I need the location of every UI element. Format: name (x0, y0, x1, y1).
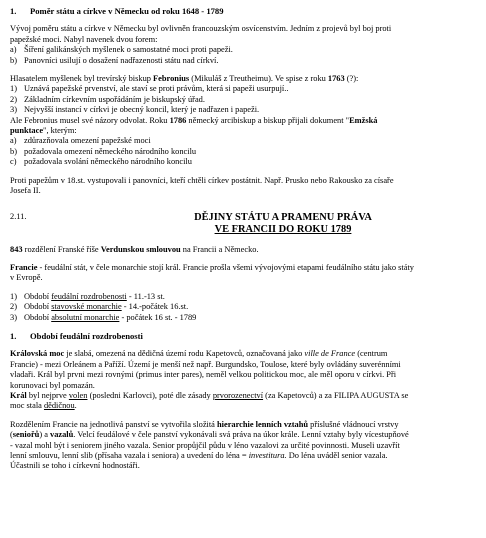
term-prvorozenectvi: prvorozenectví (212, 390, 264, 400)
year-843: 843 (10, 244, 23, 254)
text-run: byl nejprve (26, 390, 69, 400)
paragraph-line: papežské moci. Nabyl navenek dvou forem: (10, 34, 158, 44)
text-run: . (74, 401, 77, 411)
list-label: 3) (10, 312, 17, 322)
list-label: a) (10, 45, 17, 55)
paragraph-line (10, 420, 476, 430)
list-text (24, 313, 476, 323)
paragraph-line: - vazal mohl být i seniorem jiného vazala. Senior propůjčil půdu v léno vazalovi za určité povinnosti. Museli uzavřít (10, 440, 400, 450)
text-run: (za Kapetovců) a za FILIPA AUGUSTA se (263, 390, 409, 400)
list-label: b) (10, 55, 17, 65)
list-item (10, 157, 476, 167)
paragraph-line: Josefa II. (10, 186, 41, 196)
text-run: Období (24, 291, 52, 301)
text-run: - 14.-počátek 16.st. (121, 302, 189, 312)
section-title: Období feudální rozdrobenosti (30, 330, 143, 341)
list-label: b) (10, 146, 17, 156)
text-run: lenní smlouvu, lenní slib (přísaha vazala i seniora) a uvedení do léna = (10, 451, 249, 460)
period-name: feudální rozdrobenosti (51, 291, 127, 301)
paragraph-line (10, 401, 476, 411)
chapter-title-line2: VE FRANCII DO ROKU 1789 (214, 224, 352, 235)
chapter-title (90, 212, 476, 237)
period-item (10, 302, 476, 312)
febronius-name: Febronius (153, 74, 190, 84)
text-run: - feudální stát, v čele monarchie stojí král. Francie prošla všemi vývojovými etapami feudálního státu jako státy (37, 262, 414, 272)
text-run: (centrum (355, 349, 388, 359)
list-text: požadovala svolání německého národního koncilu (24, 157, 192, 167)
section-heading (10, 331, 476, 341)
term-volen: volen (68, 390, 88, 400)
period-item (10, 292, 476, 302)
list-text: Šíření galikánských myšlenek o samostatné moci proti papeži. (24, 45, 233, 55)
text-run: rozdělení Franské říše (22, 244, 101, 254)
list-item (10, 95, 476, 105)
section-title: Poměr státu a církve v Německu od roku 1648 - 1789 (30, 6, 224, 16)
list-text: Panovníci usilují o dosažení nadřazenosti státu nad církví. (24, 55, 219, 65)
list-text: Uznává papežské prvenství, ale staví se proti právům, která si papeži usurpují.. (24, 84, 289, 94)
paragraph-line (10, 349, 476, 359)
list-item (10, 84, 476, 94)
section-number: 1. (10, 330, 17, 341)
list-label: a) (10, 136, 17, 146)
term-francie: Francie (10, 262, 38, 272)
list-text (24, 302, 476, 312)
section-heading (10, 6, 476, 16)
list-text: Nejvyšší instancí v církvi je obecný koncil, který je nadřazen i papeži. (24, 105, 260, 115)
list-text (24, 292, 476, 302)
chapter-number: 2.11. (10, 211, 27, 221)
period-name: stavovské monarchie (51, 302, 122, 312)
text-run: příslušné vládnoucí vrstvy (308, 419, 399, 429)
text-run: (?): (344, 74, 359, 84)
list-text: zdůrazňovala omezení papežské moci (24, 136, 151, 146)
paragraph-line (10, 451, 476, 461)
term-kral: Král (10, 390, 27, 400)
paragraph-line: korunovaci byl pomazán. (10, 380, 95, 390)
chapter-title-line1: DĚJINY STÁTU A PRAMENU PRÁVA (194, 211, 372, 223)
paragraph-line: v Evropě. (10, 273, 43, 283)
list-text: Základním církevním uspořádáním je biskupský úřad. (24, 94, 205, 104)
term-hierarchie: hierarchie lenních vztahů (217, 419, 309, 429)
paragraph-line: Francie) - mezi Orleánem a Paříží. Území je menší než např. Burgundsko, Toulose, které byly ovládány suverénními (10, 359, 401, 369)
year-1763: 1763 (327, 74, 345, 84)
text-run: ", kterým: (43, 126, 77, 136)
list-item (10, 56, 476, 66)
period-name: absolutní monarchie (51, 312, 120, 322)
list-item (10, 147, 476, 157)
paragraph-line: vladaři. Král byl prvni mezi rovnými (primus inter pares), neměl velkou politickou moc, ale měl oporu v církvi. Při (10, 370, 397, 380)
text-run: Období (24, 302, 52, 312)
text-run: Hlasatelem myšlenek byl trevírský biskup (10, 74, 154, 84)
paragraph-line (10, 263, 476, 273)
text-run: ( (10, 430, 13, 440)
list-item (10, 136, 476, 146)
list-label: c) (10, 157, 17, 167)
text-run: (posledni Karlovci), poté dle zásady (87, 390, 213, 400)
term-dedicnou: dědičnou (43, 401, 75, 411)
list-label: 2) (10, 94, 17, 104)
text-run: - 11.-13 st. (126, 291, 165, 301)
text-run: Ale Febronius musel své názory odvolat. Roku (10, 115, 170, 125)
paragraph-line (10, 430, 476, 440)
list-text: požadovala omezení německého národního koncilu (24, 146, 197, 156)
term-senioru: seniořů (12, 430, 40, 440)
chapter-heading (10, 212, 476, 237)
section-number: 1. (10, 6, 17, 16)
paragraph-line (10, 126, 476, 136)
year-1786: 1786 (169, 115, 187, 125)
list-item (10, 45, 476, 55)
text-run: - počátek 16 st. - 1789 (119, 312, 197, 322)
list-item (10, 105, 476, 115)
paragraph-line (10, 391, 476, 401)
term-kralovska-moc: Královská moc (10, 349, 65, 359)
text-run: Období (24, 312, 52, 322)
text-run: moc stala (10, 401, 44, 411)
text-run: je slabá, omezená na dědičná území rodu Kapetovců, označovaná jako (64, 349, 305, 359)
text-run: Rozdělením Francie na jednotlivá panství se vytvořila složitá (10, 419, 217, 429)
paragraph-line: Vývoj poměru státu a církve v Německu byl ovlivněn francouzským osvícenstvím. Jedním z projevů byl boj proti (10, 24, 392, 34)
term-investitura: investitura. (248, 451, 287, 460)
term-ville-de-france: ville de France (304, 349, 356, 359)
document-name-cont: punktace (10, 126, 44, 136)
text-run: (Mikuláš z Treutheimu). Ve spise z roku (189, 74, 328, 84)
text-run: Do léna uváděl senior vazala. (286, 451, 388, 460)
text-run: . Velcí feudálové v čele panství vykonávali svá práva na úkor krále. Lenní vztahy byly vícestupňové (73, 430, 409, 440)
term-vazalu: vazalů (50, 430, 74, 440)
list-label: 2) (10, 302, 17, 312)
paragraph-line: Účastnili se toho i církevní hodnostáři. (10, 461, 140, 471)
list-label: 1) (10, 291, 17, 301)
paragraph-line (10, 74, 476, 84)
list-label: 3) (10, 105, 17, 115)
treaty-name: Verdunskou smlouvou (100, 244, 181, 254)
text-run: německý arcibiskup a biskup přijali dokument " (186, 115, 350, 125)
list-label: 1) (10, 84, 17, 94)
document-name: Emžská (349, 115, 378, 125)
paragraph-line: Proti papežům v 18.st. vystupovali i panovníci, kteří chtěli církev postátnit. Např. Prusko nebo Rakousko za císaře (10, 175, 394, 185)
period-item (10, 313, 476, 323)
paragraph-line (10, 116, 476, 126)
text-run: na Francii a Německo. (180, 244, 259, 254)
text-run: ) a (39, 430, 51, 440)
paragraph-line (10, 245, 476, 255)
